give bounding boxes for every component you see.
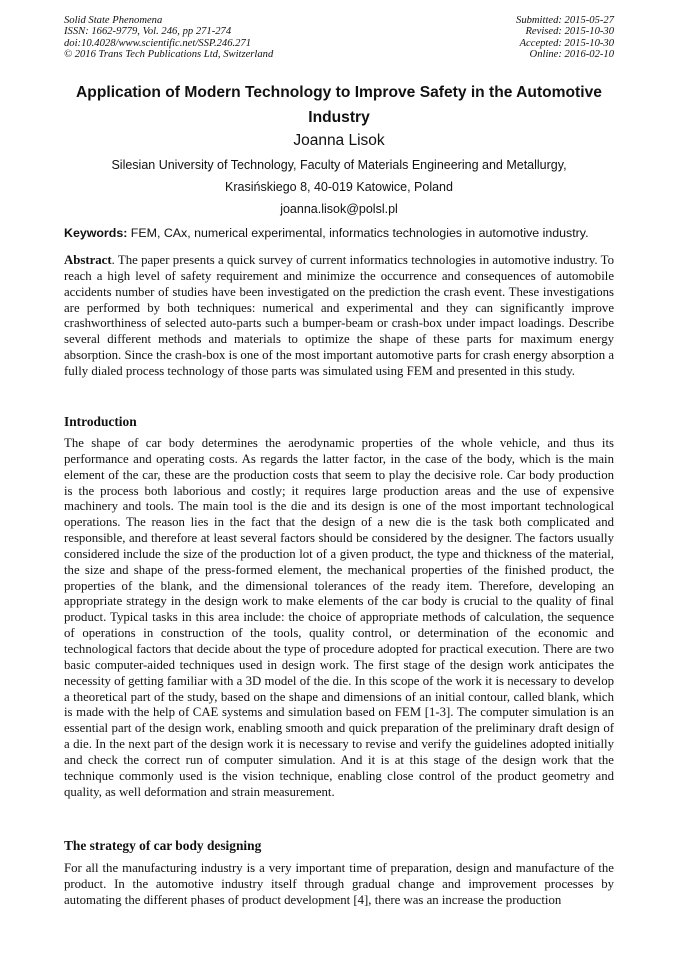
author-email[interactable]: joanna.lisok@polsl.pl	[280, 202, 398, 216]
journal-doi[interactable]: doi:10.4028/www.scientific.net/SSP.246.271	[64, 37, 252, 49]
paper-title	[60, 80, 618, 130]
affiliation-line-2: Krasińskiego 8, 40-019 Katowice, Poland	[225, 180, 453, 194]
author-name: Joanna Lisok	[293, 132, 385, 149]
title-line-1: Application of Modern Technology to Improve Safety in the Automotive	[76, 84, 602, 101]
abstract	[64, 253, 614, 380]
submission-dates	[516, 15, 614, 61]
journal-info	[64, 15, 273, 61]
abstract-label: Abstract	[64, 253, 112, 267]
introduction-heading: Introduction	[64, 414, 137, 429]
affiliation	[60, 154, 618, 220]
journal-copyright: © 2016 Trans Tech Publications Ltd, Switzerland	[64, 49, 274, 61]
date-revised: Revised: 2015-10-30	[525, 26, 614, 38]
introduction-paragraph: The shape of car body determines the aerodynamic properties of the whole vehicle, and thus its performance and operating costs. As regards the latter factor, in the case of the body, which is the main element of the car, these are the production costs that seem to play the decisive role. Car body production is the process both laborious and costly; it requires large production areas and the use of expensive machinery and tools. The main tool is the die and its design is one of the most important technological operations. The reason lies in the fact that the design of a new die is the task both complicated and responsible, and therefore at least several factors should be considered by the designer. The factors usually considered include the size of the production lot of a given product, the type and thickness of the material, the size and shape of the press-formed element, the mechanical properties of the finished product, the properties of the blank, and the dimensional tolerances of the ready item. Therefore, developing an appropriate strategy in the design work to make elements of the car body is crucial to the quality of final product. Typical tasks in this area include: the choice of appropriate methods of calculation, the sequence of operations in construction of the tools, quality control, or determination of the economic and technological factors that decide about the type of procedure adopted for practical execution. There are two basic computer-aided techniques used in design work. The first stage of the design work anticipates the necessity of getting familiar with a 3D model of the die. In this scope of the work it is necessary to develop a theoretical part of the study, based on the shape and dimensions of an initial contour, called blank, which is made with the help of CAE systems and simulation based on FEM [1-3]. The computer simulation is an essential part of the design work, enabling smooth and quick preparation of the preliminary draft design of a die. In the next part of the design work it is necessary to revise and verify the guidelines adopted initially and check the correct run of computer simulation. And it is at this stage of the design work that the technique commonly used is the vision technique, enabling close control of the product geometry and quality, as well deformation and strain measurement.	[64, 436, 614, 799]
keywords-text: FEM, CAx, numerical experimental, informatics technologies in automotive industry.	[127, 226, 589, 240]
date-submitted: Submitted: 2015-05-27	[516, 15, 614, 26]
strategy-paragraph: For all the manufacturing industry is a very important time of preparation, design and manufacture of the product. In the automotive industry itself through gradual change and improvement processes by automating the different phases of product development [4], there was an increase the production	[64, 861, 614, 907]
date-online: Online: 2016-02-10	[529, 49, 614, 61]
affiliation-line-1: Silesian University of Technology, Faculty of Materials Engineering and Metallurgy,	[111, 158, 567, 172]
abstract-text: . The paper presents a quick survey of current informatics technologies in automotive industry. To reach a high level of safety requirement and minimize the occurrence and consequences of automobile accidents number of studies have been investigated on the prediction the crash event. These investigations are performed by both techniques: numerical and experimental and they can significantly improve crashworthiness of selected auto-parts such a bumper-beam or crash-box under impact loadings. Describe several different methods and materials to optimize the shape of these parts for maximum energy absorption. Since the crash-box is one of the most important automotive parts for crash energy absorption a fully dialed process technology of those parts was simulated using FEM and presented in this study.	[64, 253, 614, 378]
journal-issn: ISSN: 1662-9779, Vol. 246, pp 271-274	[64, 26, 232, 38]
title-line-2: Industry	[308, 109, 370, 126]
strategy-heading: The strategy of car body designing	[64, 838, 262, 853]
journal-name: Solid State Phenomena	[64, 15, 163, 26]
date-accepted: Accepted: 2015-10-30	[519, 37, 614, 49]
keywords-label: Keywords:	[64, 226, 128, 240]
keywords	[64, 225, 624, 241]
